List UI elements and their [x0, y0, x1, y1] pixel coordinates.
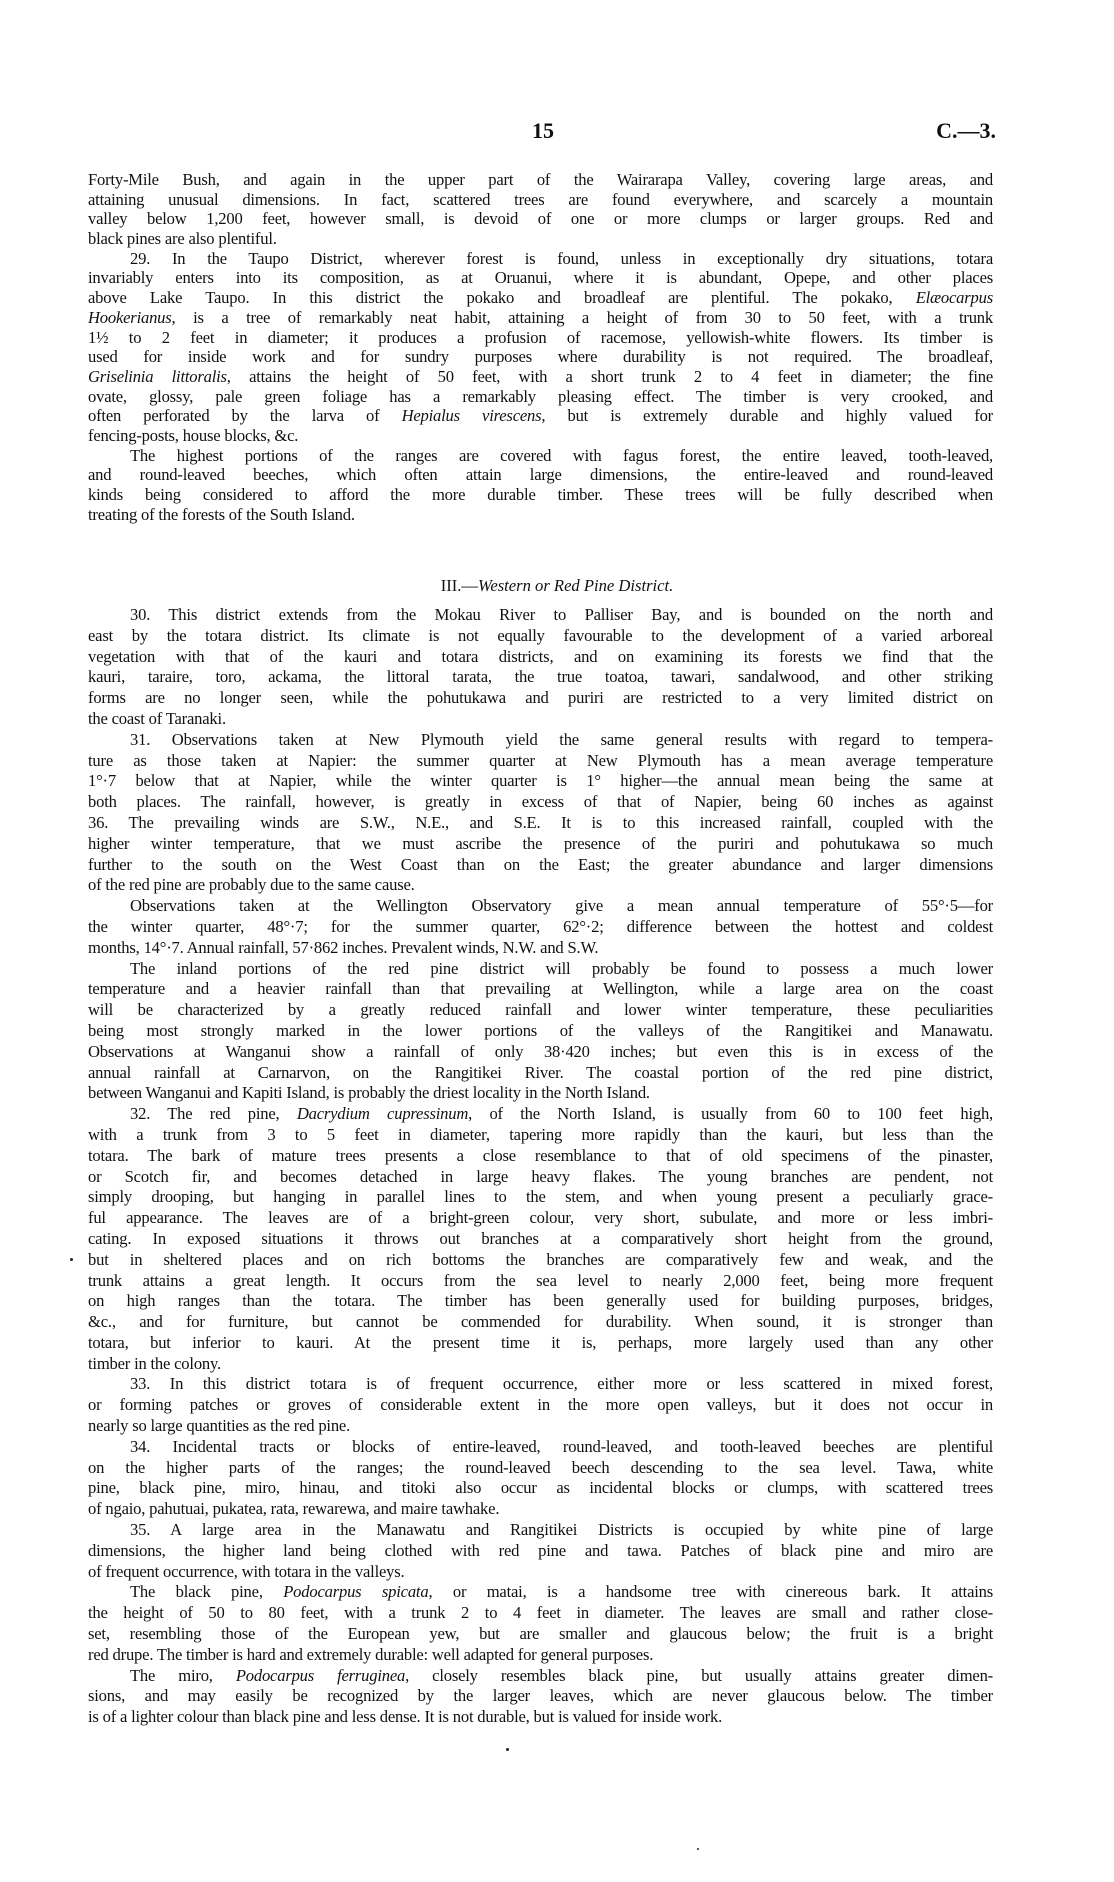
text-line — [88, 1000, 993, 1021]
text-segment: of the red pine are probably due to the same cause. — [88, 875, 415, 895]
paragraph — [88, 170, 993, 249]
text-line — [88, 1333, 993, 1354]
text-line — [88, 209, 993, 229]
text-segment: of ngaio, pahutuai, pukatea, rata, rewarewa, and maire tawhake. — [88, 1499, 500, 1519]
text-segment: set, resembling those of the European yew, but are smaller and glaucous below; the fruit is a bright — [88, 1624, 993, 1644]
text-line — [88, 626, 993, 647]
text-line — [88, 268, 993, 288]
text-line — [88, 896, 993, 917]
text-segment: further to the south on the West Coast than on the East; the greater abundance and larger dimensions — [88, 854, 993, 874]
text-segment: annual rainfall at Carnarvon, on the Rangitikei River. The coastal portion of the red pine district, — [88, 1062, 993, 1082]
text-segment: between Wanganui and Kapiti Island, is probably the driest locality in the North Island. — [88, 1083, 650, 1103]
text-line — [88, 792, 993, 813]
text-line — [88, 688, 993, 709]
text-segment: simply drooping, but hanging in parallel lines to the stem, and when young present a peculiarly grace- — [88, 1187, 993, 1207]
text-segment: temperature and a heavier rainfall than that prevailing at Wellington, while a large area on the coast — [88, 979, 993, 999]
text-line — [88, 1229, 993, 1250]
paragraph — [88, 1437, 993, 1520]
text-segment: kinds being considered to afford the more durable timber. These trees will be fully described when — [88, 485, 993, 504]
text-segment: , is a tree of remarkably neat habit, attaining a height of from 30 to 50 feet, with a trunk — [171, 307, 993, 327]
text-segment: is of a lighter colour than black pine and less dense. It is not durable, but is valued for inside work. — [88, 1707, 723, 1727]
text-line — [88, 1167, 993, 1188]
text-segment: &c., and for furniture, but cannot be commended for durability. When sound, it is stronger than — [88, 1312, 993, 1332]
text-segment: , but is extremely durable and highly valued for — [541, 406, 994, 426]
text-segment: the height of 50 to 80 feet, with a trunk 2 to 4 feet in diameter. The leaves are small and rather close- — [88, 1603, 993, 1623]
text-segment: 1°·7 below that at Napier, while the winter quarter is 1° higher—the annual mean being the same at — [88, 771, 993, 791]
text-segment: vegetation with that of the kauri and totara districts, and on examining its forests we find that the — [88, 646, 993, 666]
text-segment: cating. In exposed situations it throws out branches at a comparatively short height from the ground, — [88, 1228, 993, 1248]
text-segment: 30. This district extends from the Mokau River to Palliser Bay, and is bounded on the north and — [130, 605, 993, 624]
text-segment: trunk attains a great length. It occurs from the sea level to nearly 2,000 feet, being more frequent — [88, 1270, 993, 1290]
text-segment: totara, but inferior to kauri. At the present time it is, perhaps, more largely used than any other — [88, 1332, 993, 1352]
text-line — [88, 465, 993, 485]
text-line — [88, 1541, 993, 1562]
text-line — [88, 1125, 993, 1146]
text-line — [88, 249, 993, 269]
text-segment: red drupe. The timber is hard and extremely durable: well adapted for general purposes. — [88, 1644, 654, 1664]
italic-species-name: Griselinia littoralis — [88, 366, 227, 386]
paragraph — [88, 896, 993, 958]
text-segment: Forty-Mile Bush, and again in the upper part of the Wairarapa Valley, covering large areas, and — [88, 170, 993, 189]
text-segment: on the higher parts of the ranges; the round-leaved beech descending to the sea level. Tawa, white — [88, 1457, 993, 1477]
scan-speck — [506, 1748, 509, 1751]
text-segment: months, 14°·7. Annual rainfall, 57·862 inches. Prevalent winds, N.W. and S.W. — [88, 937, 599, 957]
text-line — [88, 771, 993, 792]
paragraph — [88, 1520, 993, 1582]
text-segment: both places. The rainfall, however, is greatly in excess of that of Napier, being 60 inches as against — [88, 792, 993, 812]
document-reference: C.—3. — [936, 118, 996, 143]
text-segment: but in sheltered places and on rich bottoms the branches are comparatively few and weak, and the — [88, 1249, 993, 1269]
text-segment: on high ranges than the totara. The timber has been generally used for building purposes, bridges, — [88, 1291, 993, 1311]
text-segment: valley below 1,200 feet, however small, is devoid of one or more clumps or larger groups. Red and — [88, 209, 993, 229]
paragraph — [88, 1666, 993, 1728]
text-line — [88, 1146, 993, 1167]
italic-species-name: Hepialus virescens — [401, 406, 542, 426]
text-segment: dimensions, the higher land being clothed with red pine and tawa. Patches of black pine and miro are — [88, 1540, 993, 1560]
text-segment: timber in the colony. — [88, 1353, 221, 1373]
text-line — [88, 1291, 993, 1312]
text-segment: kauri, taraire, toro, ackama, the littoral tarata, the true toatoa, tawari, sandalwood, and other striking — [88, 667, 993, 687]
text-segment: The black pine, — [130, 1582, 284, 1602]
text-line — [88, 834, 993, 855]
text-line — [88, 406, 993, 426]
paragraph — [88, 446, 993, 525]
text-segment: will be characterized by a greatly reduced rainfall and lower winter temperature, these peculiarities — [88, 1000, 993, 1020]
text-line — [88, 1520, 993, 1541]
text-segment: pine, black pine, miro, hinau, and titoki also occur as incidental blocks or clumps, with scattered trees — [88, 1478, 993, 1498]
scan-speck — [697, 1848, 699, 1850]
text-segment: Observations taken at the Wellington Observatory give a mean annual temperature of 55°·5—for — [130, 896, 993, 916]
text-line — [88, 1603, 993, 1624]
text-line — [88, 1063, 993, 1084]
text-segment: and round-leaved beeches, which often attain large dimensions, the entire-leaved and round-leaved — [88, 465, 993, 485]
text-line — [88, 1104, 993, 1125]
page-number: 15 — [532, 118, 554, 143]
text-line — [88, 446, 993, 466]
text-line — [88, 308, 993, 328]
text-segment: attaining unusual dimensions. In fact, scattered trees are found everywhere, and scarcely a mountain — [88, 189, 993, 209]
text-segment: the coast of Taranaki. — [88, 708, 226, 728]
text-block-upper — [88, 170, 993, 524]
text-segment: The inland portions of the red pine district will probably be found to possess a much lower — [130, 958, 993, 978]
text-segment: , closely resembles black pine, but usually attains greater dimen- — [405, 1665, 993, 1685]
text-segment: used for inside work and for sundry purposes where durability is not required. The broadleaf, — [88, 347, 993, 367]
text-line — [88, 367, 993, 387]
text-segment: often perforated by the larva of — [88, 406, 402, 426]
paragraph — [88, 249, 993, 446]
italic-species-name: Hookerianus — [88, 307, 172, 327]
text-line — [88, 979, 993, 1000]
section-heading-title: Western or Red Pine District. — [478, 576, 674, 595]
text-line — [88, 485, 993, 505]
paragraph — [88, 1104, 993, 1374]
text-segment: nearly so large quantities as the red pine. — [88, 1416, 351, 1436]
paragraph — [88, 605, 993, 730]
paragraph — [88, 730, 993, 896]
text-segment: Observations at Wanganui show a rainfall of only 38·420 inches; but even this is in excess of the — [88, 1041, 993, 1061]
text-line — [88, 1499, 993, 1520]
text-line — [88, 426, 993, 446]
text-segment: black pines are also plentiful. — [88, 229, 277, 249]
text-segment: ful appearance. The leaves are of a bright-green colour, very short, subulate, and more or less imbri- — [88, 1208, 993, 1228]
text-line — [88, 813, 993, 834]
italic-species-name: Elæocarpus — [915, 288, 993, 308]
text-line — [88, 1374, 993, 1395]
text-line — [88, 170, 993, 190]
text-segment: totara. The bark of mature trees presents a close resemblance to that of old specimens of the pinaster, — [88, 1145, 993, 1165]
text-line — [88, 1187, 993, 1208]
text-segment: , attains the height of 50 feet, with a short trunk 2 to 4 feet in diameter; the fine — [226, 366, 993, 386]
text-line — [88, 730, 993, 751]
text-line — [88, 1208, 993, 1229]
text-line — [88, 190, 993, 210]
text-line — [88, 605, 993, 626]
text-segment: invariably enters into its composition, as at Oruanui, where it is abundant, Opepe, and other places — [88, 268, 993, 288]
text-line — [88, 917, 993, 938]
text-segment: the winter quarter, 48°·7; for the summer quarter, 62°·2; difference between the hottest and coldest — [88, 916, 993, 936]
text-segment: , of the North Island, is usually from 60 to 100 feet high, — [468, 1104, 993, 1124]
paragraph — [88, 959, 993, 1105]
text-line — [88, 1707, 993, 1728]
text-line — [88, 1582, 993, 1603]
text-line — [88, 347, 993, 367]
italic-species-name: Podocarpus spicata — [283, 1582, 429, 1602]
text-segment: 34. Incidental tracts or blocks of entire-leaved, round-leaved, and tooth-leaved beeches are plentiful — [130, 1436, 993, 1456]
text-line — [88, 1624, 993, 1645]
text-segment: or forming patches or groves of considerable extent in the more open valleys, but it does not occur in — [88, 1395, 993, 1415]
text-line — [88, 1478, 993, 1499]
text-line — [88, 229, 993, 249]
text-segment: 36. The prevailing winds are S.W., N.E., and S.E. It is to this increased rainfall, coupled with the — [88, 812, 993, 832]
text-line — [88, 1312, 993, 1333]
italic-species-name: Dacrydium cupressinum — [296, 1104, 469, 1124]
text-line — [88, 667, 993, 688]
text-line — [88, 1395, 993, 1416]
text-line — [88, 505, 993, 525]
text-segment: or Scotch fir, and becomes detached in large heavy flakes. The young branches are pendent, not — [88, 1166, 993, 1186]
text-segment: 33. In this district totara is of frequent occurrence, either more or less scattered in mixed forest, — [130, 1374, 993, 1394]
text-segment: 31. Observations taken at New Plymouth yield the same general results with regard to tempera- — [130, 729, 993, 749]
text-line — [88, 1645, 993, 1666]
text-line — [88, 938, 993, 959]
text-line — [88, 1458, 993, 1479]
section-heading-prefix: III.— — [440, 576, 479, 595]
text-segment: east by the totara district. Its climate is not equally favourable to the development of a varied arboreal — [88, 625, 993, 645]
italic-species-name: Podocarpus ferruginea — [235, 1665, 406, 1685]
text-line — [88, 875, 993, 896]
text-block-lower — [88, 605, 993, 1728]
text-segment: 29. In the Taupo District, wherever forest is found, unless in exceptionally dry situations, totara — [130, 248, 993, 268]
text-line — [88, 288, 993, 308]
text-segment: 32. The red pine, — [130, 1104, 297, 1124]
text-segment: treating of the forests of the South Island. — [88, 504, 355, 524]
text-segment: The highest portions of the ranges are covered with fagus forest, the entire leaved, tooth-leaved, — [130, 445, 993, 465]
text-line — [88, 709, 993, 730]
text-segment: The miro, — [130, 1665, 236, 1685]
text-segment: fencing-posts, house blocks, &c. — [88, 425, 299, 445]
text-line — [88, 959, 993, 980]
text-line — [88, 1437, 993, 1458]
text-segment: with a trunk from 3 to 5 feet in diameter, tapering more rapidly than the kauri, but less than the — [88, 1124, 993, 1144]
text-line — [88, 647, 993, 668]
text-segment: above Lake Taupo. In this district the pokako and broadleaf are plentiful. The pokako, — [88, 288, 916, 308]
text-segment: of frequent occurrence, with totara in the valleys. — [88, 1561, 405, 1581]
text-line — [88, 1562, 993, 1583]
text-line — [88, 1083, 993, 1104]
text-line — [88, 1686, 993, 1707]
text-line — [88, 751, 993, 772]
text-segment: 35. A large area in the Manawatu and Rangitikei Districts is occupied by white pine of large — [130, 1520, 993, 1540]
text-line — [88, 1021, 993, 1042]
text-segment: ovate, glossy, pale green foliage has a remarkably pleasing effect. The timber is very crooked, and — [88, 386, 993, 406]
text-segment: sions, and may easily be recognized by the larger leaves, which are never glaucous below. The timber — [88, 1686, 993, 1706]
text-segment: forms are no longer seen, while the pohutukawa and puriri are restricted to a very limited district on — [88, 688, 993, 708]
section-heading — [0, 576, 1114, 596]
text-segment: ture as those taken at Napier: the summer quarter at New Plymouth has a mean average temperature — [88, 750, 993, 770]
text-line — [88, 1416, 993, 1437]
paragraph — [88, 1582, 993, 1665]
text-segment: 1½ to 2 feet in diameter; it produces a profusion of racemose, yellowish-white flowers. Its timber is — [88, 327, 993, 347]
text-line — [88, 1250, 993, 1271]
scan-speck — [70, 1258, 73, 1261]
text-segment: higher winter temperature, that we must ascribe the presence of the puriri and pohutukawa so much — [88, 833, 993, 853]
text-line — [88, 1666, 993, 1687]
text-segment: , or matai, is a handsome tree with cinereous bark. It attains — [428, 1582, 993, 1602]
text-line — [88, 328, 993, 348]
text-line — [88, 1271, 993, 1292]
text-line — [88, 855, 993, 876]
text-line — [88, 1354, 993, 1375]
text-line — [88, 387, 993, 407]
text-segment: being most strongly marked in the lower portions of the valleys of the Rangitikei and Manawatu. — [88, 1020, 993, 1040]
paragraph — [88, 1374, 993, 1436]
text-line — [88, 1042, 993, 1063]
